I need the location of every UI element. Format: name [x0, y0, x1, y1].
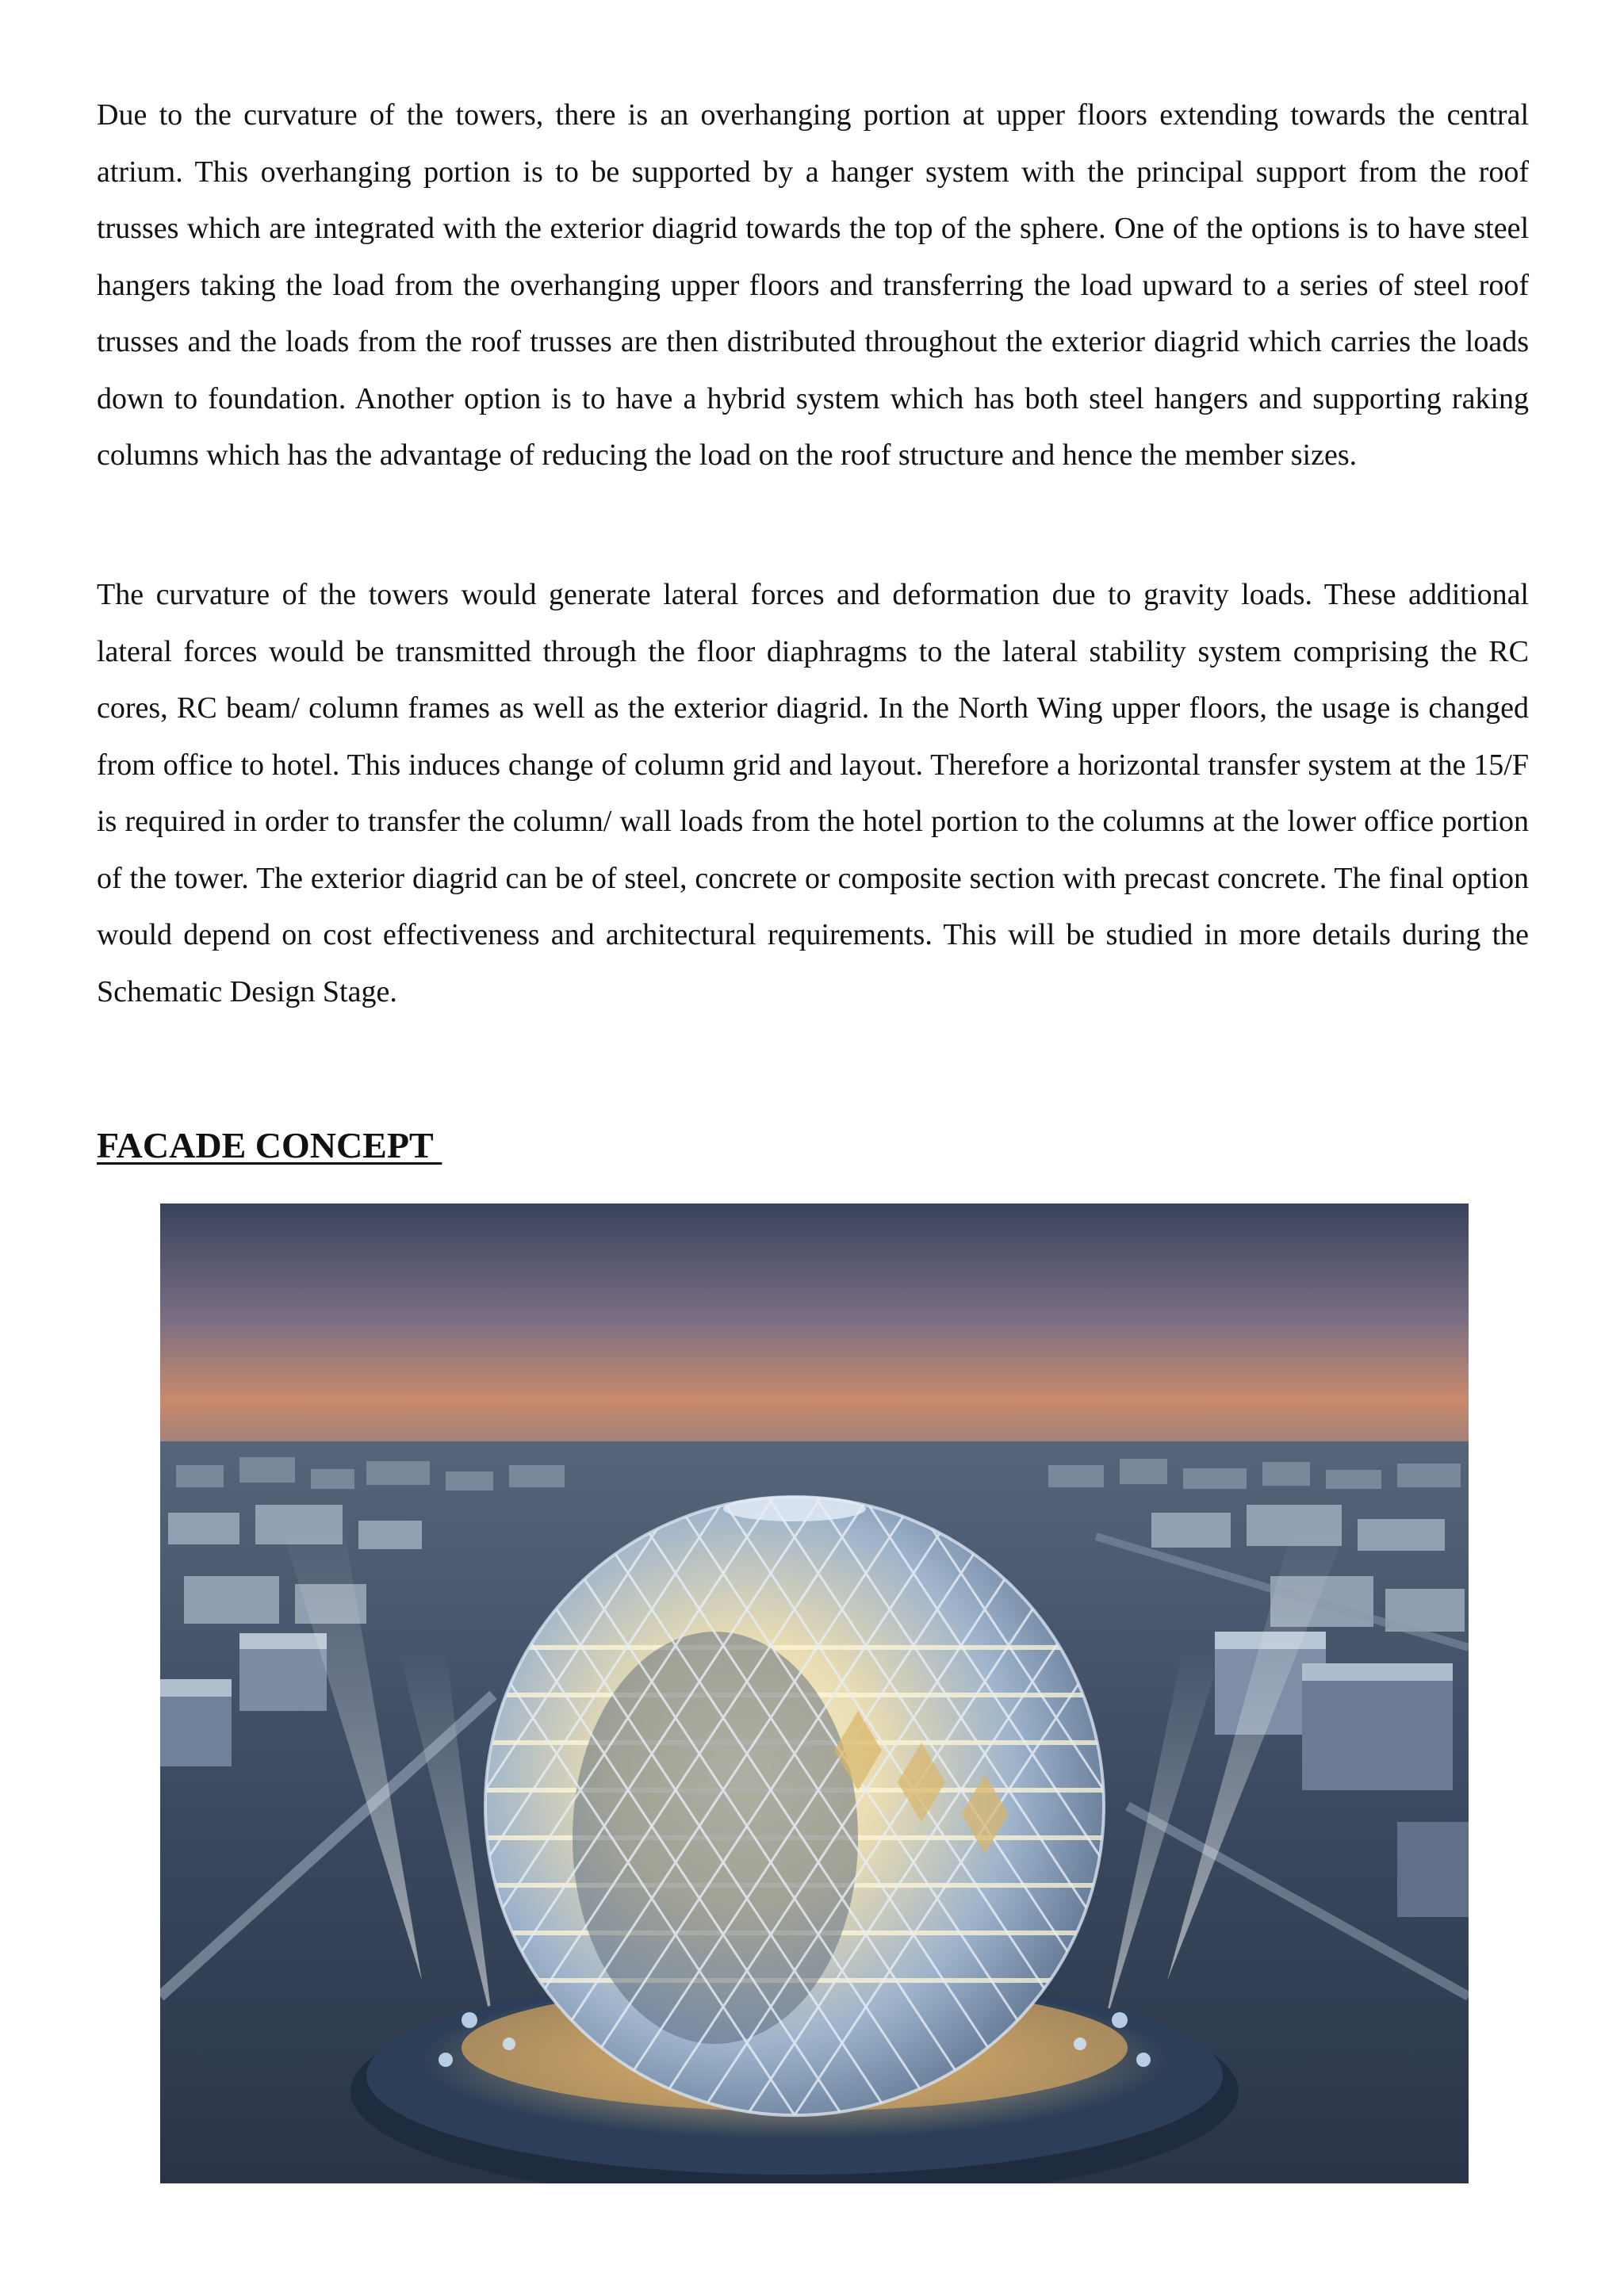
body-paragraph-2: The curvature of the towers would generate lateral forces and deformation due to gravity loads. These additional lateral forces would be transmitted through the floor diaphragms to the lateral stability system comprising the RC cores, RC beam/ column frames as well as the exterior diagrid. In the North Wing upper floors, the usage is changed from office to hotel. This induces change of column grid and layout. Therefore a horizontal transfer system at the 15/F is required in order to transfer the column/ wall loads from the hotel portion to the columns at the lower office portion of the tower. The exterior diagrid can be of steel, concrete or composite section with precast concrete. The final option would depend on cost effectiveness and architectural requirements. This will be studied in more details during the Schematic Design Stage.	[97, 578, 1529, 1008]
section-heading: FACADE CONCEPT	[97, 1125, 442, 1165]
body-paragraph-1: Due to the curvature of the towers, there is an overhanging portion at upper floors extending towards the central atrium. This overhanging portion is to be supported by a hanger system with the principal support from the roof trusses which are integrated with the exterior diagrid towards the top of the sphere. One of the options is to have steel hangers taking the load from the overhanging upper floors and transferring the load upward to a series of steel roof trusses and the loads from the roof trusses are then distributed throughout the exterior diagrid which carries the loads down to foundation. Another option is to have a hybrid system which has both steel hangers and supporting raking columns which has the advantage of reducing the load on the roof structure and hence the member sizes.	[97, 98, 1529, 472]
facade-rendering	[160, 1203, 1469, 2183]
facade-concept-image	[160, 1203, 1469, 2183]
